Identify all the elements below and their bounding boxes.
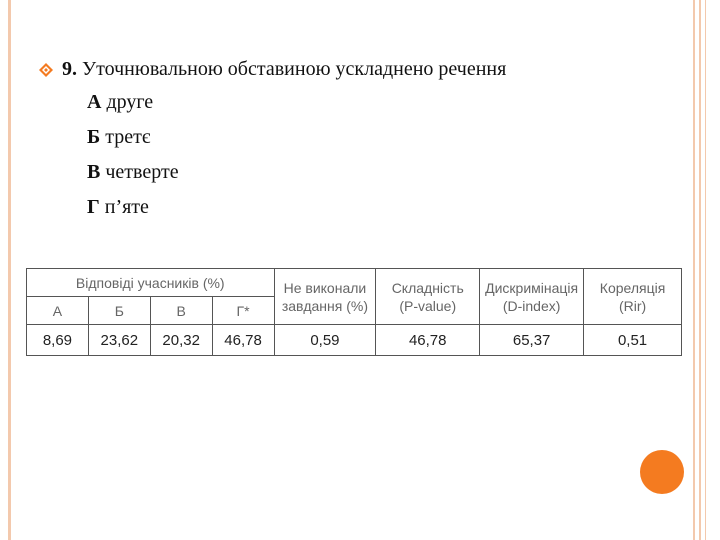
- frame-right-line: [699, 0, 701, 540]
- frame-right-line: [693, 0, 695, 540]
- question-text: [62, 58, 506, 81]
- table-cell: 65,37: [480, 325, 584, 356]
- diamond-bullet-icon: [38, 62, 54, 78]
- orange-circle-decoration: [640, 450, 684, 494]
- option-text: друге: [106, 91, 154, 113]
- answer-header: Б: [88, 297, 150, 325]
- table-cell: 20,32: [150, 325, 212, 356]
- results-table: [26, 268, 682, 356]
- answers-group-header: Відповіді учасників (%): [27, 269, 275, 297]
- table-cell: 23,62: [88, 325, 150, 356]
- answer-header: В: [150, 297, 212, 325]
- header-discrimination: Дискримінація (D-index): [480, 269, 584, 325]
- answer-header: Г*: [212, 297, 274, 325]
- frame-right-line: [705, 0, 706, 540]
- option-letter: Б: [87, 126, 101, 148]
- option-letter: А: [87, 91, 102, 113]
- answer-header: А: [27, 297, 89, 325]
- option-a: [87, 91, 153, 114]
- table-cell: 0,51: [584, 325, 682, 356]
- table-cell: 8,69: [27, 325, 89, 356]
- header-correlation: Кореляція (Rir): [584, 269, 682, 325]
- option-c: [87, 161, 179, 184]
- option-b: [87, 126, 150, 149]
- option-text: п’яте: [104, 196, 149, 218]
- table-row: [27, 325, 682, 356]
- option-letter: Г: [87, 196, 100, 218]
- option-letter: В: [87, 161, 101, 183]
- table-cell: 46,78: [212, 325, 274, 356]
- option-d: [87, 196, 149, 219]
- question-number: 9.: [62, 58, 77, 80]
- header-not-completed: Не виконали завдання (%): [274, 269, 376, 325]
- question-prompt: Уточнювальною обставиною ускладнено речення: [82, 58, 507, 80]
- option-text: третє: [105, 126, 151, 148]
- table-cell: 46,78: [376, 325, 480, 356]
- frame-left-line: [8, 0, 11, 540]
- table-cell: 0,59: [274, 325, 376, 356]
- option-text: четверте: [105, 161, 179, 183]
- header-difficulty: Складність (P-value): [376, 269, 480, 325]
